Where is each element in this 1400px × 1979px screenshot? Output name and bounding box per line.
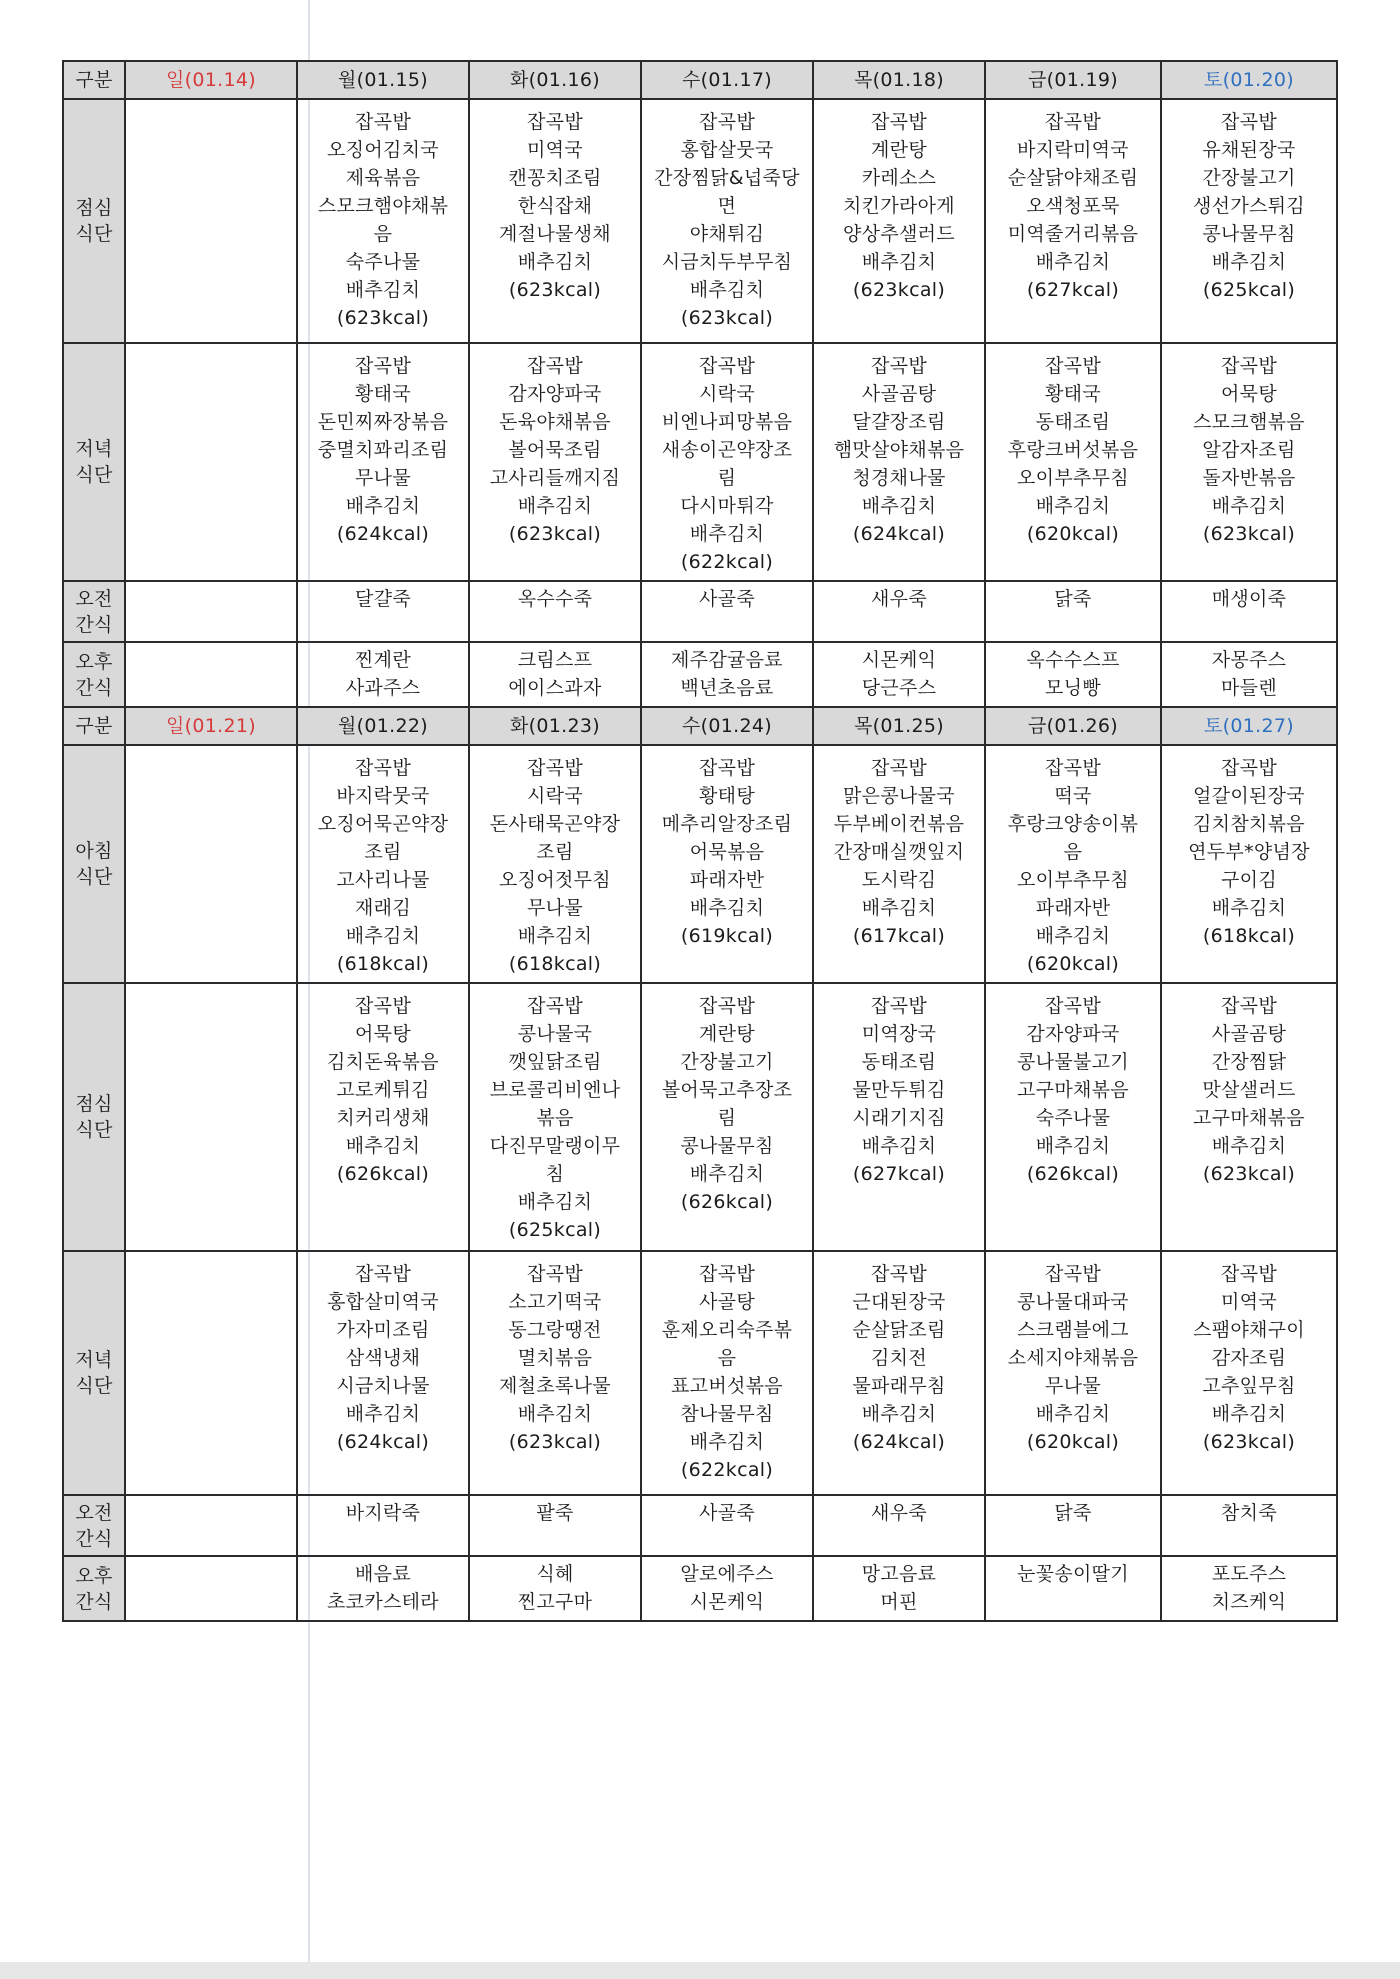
menu-cell: 옥수수스프 모닝빵 bbox=[985, 642, 1161, 707]
menu-cell: 잡곡밥 어묵탕 김치돈육볶음 고로케튀김 치커리생채 배추김치 (626kcal) bbox=[297, 983, 469, 1251]
day-header-wed: 수(01.17) bbox=[641, 61, 813, 99]
menu-cell: 망고음료 머핀 bbox=[813, 1556, 985, 1621]
menu-cell: 팥죽 bbox=[469, 1495, 641, 1556]
menu-cell: 잡곡밥 미역국 캔꽁치조림 한식잡채 계절나물생채 배추김치 (623kcal) bbox=[469, 99, 641, 343]
menu-cell: 잡곡밥 시락국 비엔나피망볶음 새송이곤약장조 림 다시마튀각 배추김치 (622kcal) bbox=[641, 343, 813, 581]
menu-cell bbox=[125, 343, 297, 581]
menu-cell: 잡곡밥 소고기떡국 동그랑땡전 멸치볶음 제철초록나물 배추김치 (623kcal) bbox=[469, 1251, 641, 1495]
menu-cell: 잡곡밥 홍합살뭇국 간장찜닭&넙죽당 면 야채튀김 시금치두부무침 배추김치 (623kcal) bbox=[641, 99, 813, 343]
menu-cell: 잡곡밥 맑은콩나물국 두부베이컨볶음 간장매실깻잎지 도시락김 배추김치 (617kcal) bbox=[813, 745, 985, 983]
week1-afternoon-snack-row bbox=[63, 642, 1337, 707]
menu-cell: 잡곡밥 시락국 돈사태묵곤약장 조림 오징어젓무침 무나물 배추김치 (618kcal) bbox=[469, 745, 641, 983]
menu-cell: 잡곡밥 미역장국 동태조림 물만두튀김 시래기지짐 배추김치 (627kcal) bbox=[813, 983, 985, 1251]
menu-cell: 잡곡밥 유채된장국 간장불고기 생선가스튀김 콩나물무침 배추김치 (625kcal) bbox=[1161, 99, 1337, 343]
menu-cell bbox=[125, 642, 297, 707]
row-label: 점심 식단 bbox=[63, 983, 125, 1251]
menu-cell: 잡곡밥 어묵탕 스모크햄볶음 알감자조림 돌자반볶음 배추김치 (623kcal) bbox=[1161, 343, 1337, 581]
menu-cell: 배음료 초코카스테라 bbox=[297, 1556, 469, 1621]
menu-cell: 매생이죽 bbox=[1161, 581, 1337, 642]
header-label: 구분 bbox=[63, 61, 125, 99]
menu-cell: 잡곡밥 오징어김치국 제육볶음 스모크햄야채볶 음 숙주나물 배추김치 (623kcal) bbox=[297, 99, 469, 343]
row-label: 오전 간식 bbox=[63, 1495, 125, 1556]
week1-morning-snack-row bbox=[63, 581, 1337, 642]
week1-header-row bbox=[63, 61, 1337, 99]
menu-cell: 눈꽃송이딸기 bbox=[985, 1556, 1161, 1621]
week2-morning-snack-row bbox=[63, 1495, 1337, 1556]
menu-cell: 잡곡밥 계란탕 카레소스 치킨가라아게 양상추샐러드 배추김치 (623kcal) bbox=[813, 99, 985, 343]
day-header-thu: 목(01.25) bbox=[813, 707, 985, 745]
menu-cell: 사골죽 bbox=[641, 1495, 813, 1556]
menu-cell bbox=[125, 983, 297, 1251]
meal-menu-table bbox=[62, 60, 1338, 1622]
row-label: 아침 식단 bbox=[63, 745, 125, 983]
menu-cell bbox=[125, 581, 297, 642]
menu-cell: 사골죽 bbox=[641, 581, 813, 642]
menu-cell: 잡곡밥 사골탕 훈제오리숙주볶 음 표고버섯볶음 참나물무침 배추김치 (622kcal) bbox=[641, 1251, 813, 1495]
row-label: 오후 간식 bbox=[63, 642, 125, 707]
menu-cell bbox=[125, 1495, 297, 1556]
day-header-tue: 화(01.23) bbox=[469, 707, 641, 745]
menu-cell: 알로에주스 시몬케익 bbox=[641, 1556, 813, 1621]
menu-cell: 잡곡밥 사골곰탕 간장찜닭 맛살샐러드 고구마채볶음 배추김치 (623kcal) bbox=[1161, 983, 1337, 1251]
menu-cell bbox=[125, 99, 297, 343]
day-header-sat: 토(01.20) bbox=[1161, 61, 1337, 99]
menu-cell bbox=[125, 1251, 297, 1495]
day-header-thu: 목(01.18) bbox=[813, 61, 985, 99]
menu-cell: 찐계란 사과주스 bbox=[297, 642, 469, 707]
menu-cell: 식혜 찐고구마 bbox=[469, 1556, 641, 1621]
menu-cell: 잡곡밥 사골곰탕 달걀장조림 햄맛살야채볶음 청경채나물 배추김치 (624kcal) bbox=[813, 343, 985, 581]
menu-cell: 잡곡밥 바지락뭇국 오징어묵곤약장 조림 고사리나물 재래김 배추김치 (618kcal) bbox=[297, 745, 469, 983]
menu-cell: 잡곡밥 황태국 돈민찌짜장볶음 중멸치꽈리조림 무나물 배추김치 (624kcal) bbox=[297, 343, 469, 581]
menu-cell bbox=[125, 745, 297, 983]
week2-afternoon-snack-row bbox=[63, 1556, 1337, 1621]
menu-cell: 닭죽 bbox=[985, 581, 1161, 642]
day-header-fri: 금(01.19) bbox=[985, 61, 1161, 99]
menu-cell: 잡곡밥 감자양파국 콩나물불고기 고구마채볶음 숙주나물 배추김치 (626kcal) bbox=[985, 983, 1161, 1251]
menu-cell: 잡곡밥 바지락미역국 순살닭야채조림 오색청포묵 미역줄거리볶음 배추김치 (627kcal) bbox=[985, 99, 1161, 343]
day-header-fri: 금(01.26) bbox=[985, 707, 1161, 745]
week1-dinner-row bbox=[63, 343, 1337, 581]
menu-cell: 포도주스 치즈케익 bbox=[1161, 1556, 1337, 1621]
menu-cell: 잡곡밥 떡국 후랑크양송이볶 음 오이부추무침 파래자반 배추김치 (620kcal) bbox=[985, 745, 1161, 983]
menu-cell: 잡곡밥 미역국 스팸야채구이 감자조림 고추잎무침 배추김치 (623kcal) bbox=[1161, 1251, 1337, 1495]
menu-cell: 잡곡밥 콩나물국 깻잎닭조림 브로콜리비엔나 볶음 다진무말랭이무 침 배추김치 (625kcal) bbox=[469, 983, 641, 1251]
day-header-tue: 화(01.16) bbox=[469, 61, 641, 99]
menu-cell: 제주감귤음료 백년초음료 bbox=[641, 642, 813, 707]
menu-cell: 잡곡밥 황태탕 메추리알장조림 어묵볶음 파래자반 배추김치 (619kcal) bbox=[641, 745, 813, 983]
menu-cell: 잡곡밥 근대된장국 순살닭조림 김치전 물파래무침 배추김치 (624kcal) bbox=[813, 1251, 985, 1495]
menu-cell: 잡곡밥 계란탕 간장불고기 볼어묵고추장조 림 콩나물무침 배추김치 (626kcal) bbox=[641, 983, 813, 1251]
row-label: 점심 식단 bbox=[63, 99, 125, 343]
menu-cell: 크림스프 에이스과자 bbox=[469, 642, 641, 707]
menu-cell: 자몽주스 마들렌 bbox=[1161, 642, 1337, 707]
menu-cell: 잡곡밥 황태국 동태조림 후랑크버섯볶음 오이부추무침 배추김치 (620kcal) bbox=[985, 343, 1161, 581]
menu-cell: 달걀죽 bbox=[297, 581, 469, 642]
scan-bottom-band bbox=[0, 1962, 1400, 1979]
row-label: 오전 간식 bbox=[63, 581, 125, 642]
row-label: 오후 간식 bbox=[63, 1556, 125, 1621]
day-header-sat: 토(01.27) bbox=[1161, 707, 1337, 745]
day-header-wed: 수(01.24) bbox=[641, 707, 813, 745]
week1-lunch-row bbox=[63, 99, 1337, 343]
day-header-mon: 월(01.22) bbox=[297, 707, 469, 745]
row-label: 저녁 식단 bbox=[63, 1251, 125, 1495]
menu-cell: 시몬케익 당근주스 bbox=[813, 642, 985, 707]
row-label: 저녁 식단 bbox=[63, 343, 125, 581]
menu-cell: 옥수수죽 bbox=[469, 581, 641, 642]
week2-breakfast-row bbox=[63, 745, 1337, 983]
day-header-sun: 일(01.21) bbox=[125, 707, 297, 745]
menu-cell: 닭죽 bbox=[985, 1495, 1161, 1556]
week2-dinner-row bbox=[63, 1251, 1337, 1495]
menu-cell: 참치죽 bbox=[1161, 1495, 1337, 1556]
week2-header-row bbox=[63, 707, 1337, 745]
menu-cell bbox=[125, 1556, 297, 1621]
header-label: 구분 bbox=[63, 707, 125, 745]
menu-cell: 새우죽 bbox=[813, 581, 985, 642]
menu-cell: 잡곡밥 홍합살미역국 가자미조림 삼색냉채 시금치나물 배추김치 (624kcal) bbox=[297, 1251, 469, 1495]
menu-cell: 새우죽 bbox=[813, 1495, 985, 1556]
menu-cell: 잡곡밥 콩나물대파국 스크램블에그 소세지야채볶음 무나물 배추김치 (620kcal) bbox=[985, 1251, 1161, 1495]
day-header-mon: 월(01.15) bbox=[297, 61, 469, 99]
menu-cell: 바지락죽 bbox=[297, 1495, 469, 1556]
day-header-sun: 일(01.14) bbox=[125, 61, 297, 99]
week2-lunch-row bbox=[63, 983, 1337, 1251]
menu-cell: 잡곡밥 감자양파국 돈육야채볶음 볼어묵조림 고사리들깨지짐 배추김치 (623kcal) bbox=[469, 343, 641, 581]
menu-cell: 잡곡밥 얼갈이된장국 김치참치볶음 연두부*양념장 구이김 배추김치 (618kcal) bbox=[1161, 745, 1337, 983]
